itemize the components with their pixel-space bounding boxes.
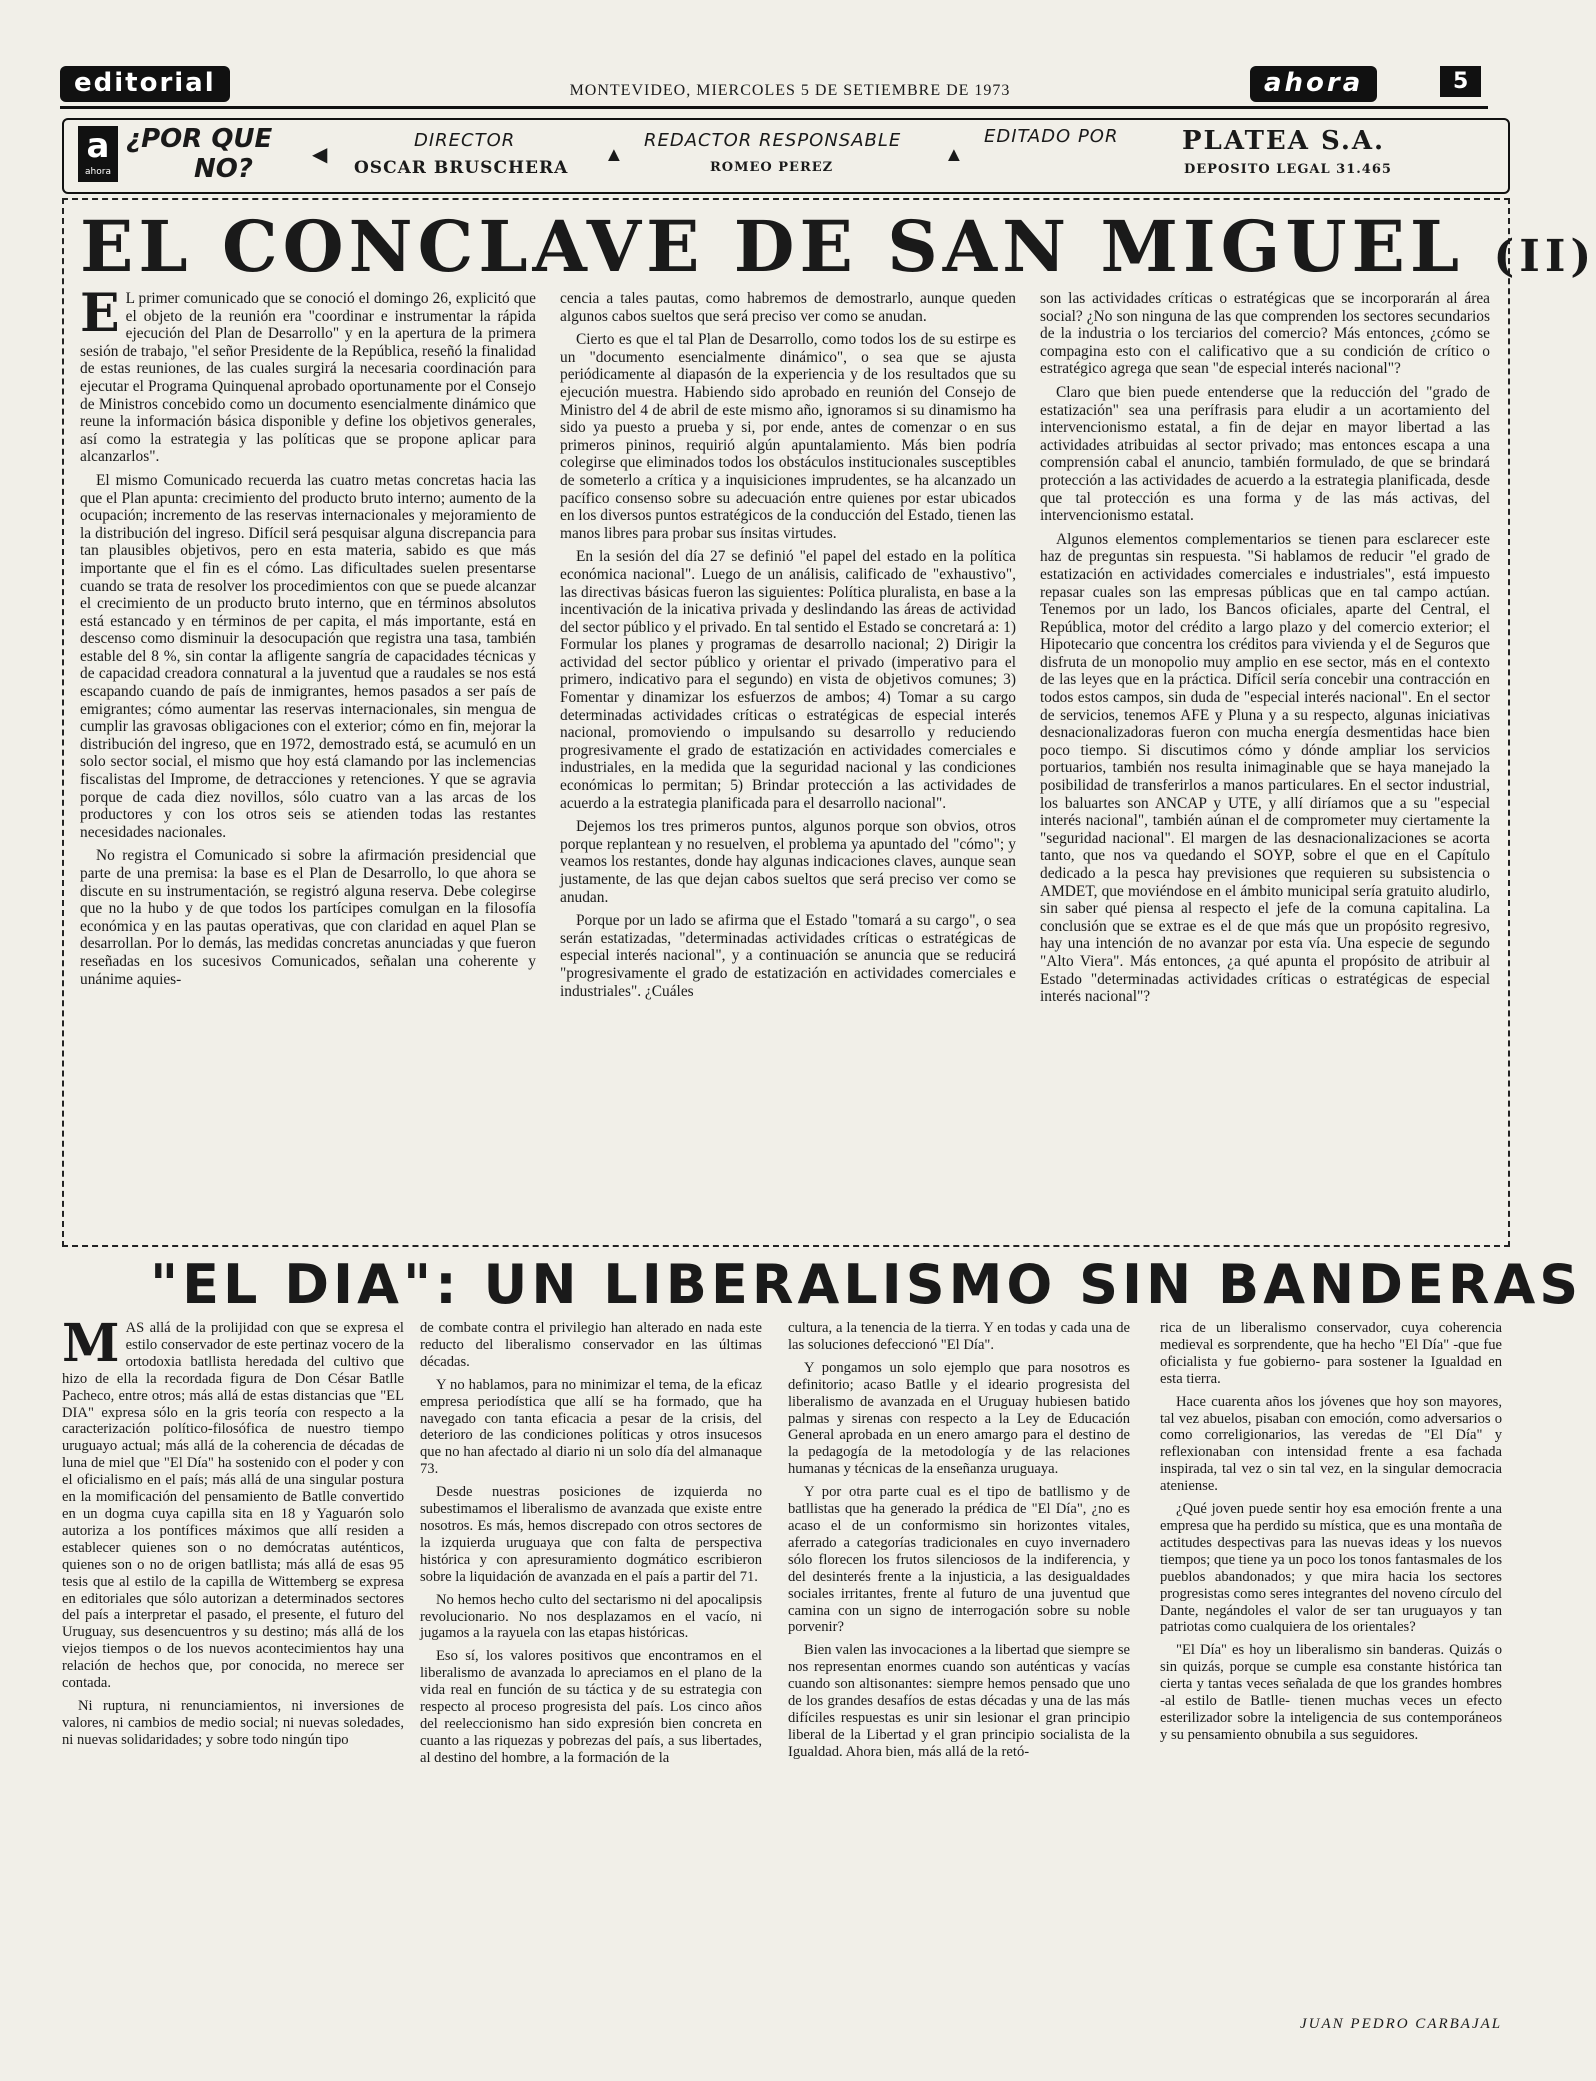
paragraph: Y por otra parte cual es el tipo de batllismo y de batllistas que ha generado la prédica de "El Día", ¿no es acaso el de un conformismo sin horizontes vitales, aferrado a categorías tradicionales en cuyo invernadero sólo florecen los frutos silenciosos de la indiferencia, y del desinterés frente a la injusticia, a las desigualdades sociales irritantes, frente al futuro de una juventud que camina con un signo de interrogación sobre su noble porvenir?	[788, 1484, 1130, 1636]
paragraph: L primer comunicado que se conoció el domingo 26, explicitó que el objeto de la reunión era "coordinar e instrumentar la rápida ejecución del Plan de Desarrollo" y en la apertura de la primera sesión de trabajo, "el señor Presidente de la República, reseñó la finalidad de estas reuniones, de las cuales surgirá la necesaria coordinación para ejecutar el Programa Quinquenal aprobado oportunamente por el Consejo de Ministros concebido como un documento esencialmente dinámico que reune la información básica disponible y define los objetivos generales, así como la estrategia y las políticas que se propone aplicar para alcanzarlos".	[80, 290, 536, 466]
paragraph: Desde nuestras posiciones de izquierda no subestimamos el liberalismo de avanzada que existe entre nosotros. Es más, hemos discrepado con otros sectores de la izquierda uruguaya que con falta de perspectiva histórica y con apresuramiento dogmático escribieron sobre la liquidación de avanzada en el país a partir del 71.	[420, 1484, 762, 1585]
logo-letter: a	[86, 126, 110, 166]
paragraph: Dejemos los tres primeros puntos, algunos porque son obvios, otros porque replantean y no resuelven, el problema ya apuntado del "cómo"; y veamos los restantes, donde hay algunas indicaciones claves, aunque sean justamente, de las que dejan cabos sueltos que será preciso ver como se anudan.	[560, 818, 1016, 906]
arrow-icon: ▲	[944, 144, 964, 166]
director-name: OSCAR BRUSCHERA	[354, 158, 569, 178]
paragraph: Hace cuarenta años los jóvenes que hoy son mayores, tal vez abuelos, pisaban con emoción, como adversarios o como correligionarios, las veredas de "El Día" y reflexionaban con intensidad frente a esa fachada inspirada, tal vez o sin tal vez, en la singular democracia ateniense.	[1160, 1393, 1502, 1495]
deposito-legal: DEPOSITO LEGAL 31.465	[1184, 162, 1392, 177]
paragraph: No registra el Comunicado si sobre la afirmación presidencial que parte de una premisa: la base es el Plan de Desarrollo, lo que ahora se discute en su instrumentación, se registró alguna reserva. Debe colegirse que no la hubo y de que todos los partícipes comulgan en la filosofía económica y en las pautas operativas, que con claridad en aquel Plan se desarrollan. Por lo demás, las medidas concretas anunciadas y que fueron reseñadas en los sucesivos Comunicados, señalan una coherente y unánime aquies-	[80, 847, 536, 988]
paragraph: AS allá de la prolijidad con que se expresa el estilo conservador de este pertinaz vocero de la ortodoxia batllista heredada del cultivo que hizo de ella la recordada figura de Don César Batlle Pacheco, entre otros; más allá de estas distancias que "EL DIA" expresa sólo en la gris teoría con respecto a la caracterización político-filosófica de nuestro tiempo uruguayo actual; más allá de la coherencia de décadas de luna de miel que "El Día" ha sostenido con el poder y con el oficialismo en el país; más allá de una singular postura en la momificación del pensamiento de Batlle convertido en un dogma cuya capilla sita en 18 y Yaguarón solo autoriza a los pontífices máximos que allí residen a establecer quienes son o no demócratas auténticos, quienes son o no de origen batllista; más allá de esas 95 tesis que al estilo de la capilla de Wittemberg se expresa en editoriales que sólo autorizan a determinados sectores del país a interpretar el pasado, el presente, el futuro del Uruguay, sus desencuentros y su destino; más allá de los viejos tiempos o de los nuevos acontecimientos hay una relación de hechos que, por conocida, no merece ser contada.	[62, 1320, 404, 1692]
paragraph: En la sesión del día 27 se definió "el papel del estado en la política económica nacional". Luego de un análisis, calificado de "exhaustivo", las directivas básicas fueron las siguientes: Política pluralista, en base a la incentivación de la inicativa privada y deslindando las áreas de actividad del sector público y el privado. En tal sentido el Estado se concretará a: 1) Formular los planes y programas de desarrollo nacional; 2) Dirigir la actividad del sector público y orientar el privado (imperativo para el primero, indicativo para el segundo) en vista de objetivos comunes; 3) Fomentar y dinamizar los esfuerzos de ambos; 4) Tomar a su cargo determinadas actividades críticas o estratégicas de especial interés nacional, promoviendo o impulsando su desarrollo y reduciendo progresivamente el grado de estatización en actividades comerciales e industriales, en la medida que la seguridad nacional y las condiciones económicas lo permitan; 5) Brindar protección a las actividades de acuerdo a la estrategia planificada para el desarrollo nacional".	[560, 548, 1017, 812]
article-2-signature: JUAN PEDRO CARBAJAL	[1300, 2016, 1503, 2032]
article-1-title-text: EL CONCLAVE DE SAN MIGUEL	[80, 205, 1465, 288]
paragraph: Claro que bien puede entenderse que la reducción del "grado de estatización" sea una perífrasis para eludir a un acortamiento del intervencionismo estatal, a fin de dejar en mayor libertad a las actividades atribuidas al sector privado; mas entonces escapa a una comprensión cabal el anuncio, también formulado, de que se brindará protección a las actividades de acuerdo a la estrategia planificada, desde que tal protección es una forma y de las más activas, del intervencionismo estatal.	[1040, 383, 1490, 525]
paragraph: Porque por un lado se afirma que el Estado "tomará a su cargo", o sea serán estatizadas, "determinadas actividades críticas o estratégicas de especial interés nacional", y a continuación se anuncia que se reducirá "progresivamente el grado de estatización en actividades comerciales e industriales". ¿Cuáles	[560, 912, 1016, 1000]
editado-label: EDITADO POR	[984, 126, 1119, 147]
paragraph: No hemos hecho culto del sectarismo ni del apocalipsis revolucionario. No nos desplazamos en el vacío, ni jugamos a la rayuela con las etapas históricas.	[420, 1591, 762, 1642]
paragraph: Algunos elementos complementarios se tienen para esclarecer este haz de preguntas sin respuesta. "Si hablamos de reducir "el grado de estatización en actividades comerciales e industriales", está impuesto repasar cuales son las empresas públicas que en tal campo actúan. Tenemos por un lado, los Bancos oficiales, aparte del Central, el República, motor del crédito a largo plazo y del comercio exterior; el Hipotecario que concentra los créditos para vivienda y el de Seguros que disfruta de un monopolio muy amplio en ese sector, más en el contexto de las leyes que en la práctica. Difícil sería concebir una contracción en todos estos campos, sin duda de "especial interés nacional". En el sector de servicios, tenemos AFE y Pluna y a su respecto, algunas iniciativas desnacionalizadoras fueron con mucha energía desmentidas hace bien poco tiempo. Si discutimos cómo y dónde ampliar los servicios portuarios, también nos resulta inimaginable que se haya manejado la posibilidad de transferirlos a manos particulares. En el sector industrial, los baluartes son ANCAP y UTE, y allí diríamos que a su "especial interés nacional", también aúnan el de comprometer muy ciertamente la "seguridad nacional". El margen de las desnacionalizaciones se acorta tanto, que nos va quedando el SOYP, sobre el que en el Capítulo dedicado a la pesca hay previsiones que requieren su subsistencia o AMDET, que moviéndose en el ámbito municipal sería gratuito aludirlo, sin saber qué piensa al respecto el jefe de la comuna capitalina. La conclusión que se extrae es el de que más que un propósito regresivo, hay una intención de no avanzar por esta vía. Una especie de segundo "Alto Viera". Más entonces, ¿a qué apunta el propósito de atribuir al Estado "determinadas actividades críticas o estratégicas de especial interés nacional"?	[1040, 530, 1490, 1006]
paragraph: rica de un liberalismo conservador, cuya coherencia medieval es sorprendente, que ha hecho "El Día" -que fue oficialista y fue gobierno- para sostener la Igualdad en esta tierra.	[1160, 1320, 1502, 1387]
article-1-column-1	[80, 283, 536, 1238]
page-number: 5	[1440, 66, 1481, 97]
article-2-column-3	[788, 1320, 1130, 2030]
article-1-column-3	[1040, 290, 1490, 1238]
paragraph: cencia a tales pautas, como habremos de demostrarlo, aunque queden algunos cabos sueltos que será preciso ver como se anudan.	[560, 290, 1016, 325]
masthead-rule	[60, 106, 1488, 109]
paragraph: son las actividades críticas o estratégicas que se incorporarán al área social? ¿No son ninguna de las que comprenden los sectores secundarios de la industria o los terciarios del comercio? Más entonces, ¿cómo se compagina esto con el calificativo que a su condición de crítico o estratégico agrega que sean "de especial interés nacional"?	[1040, 290, 1490, 378]
ahora-logo	[78, 126, 118, 182]
paragraph: Ni ruptura, ni renunciamientos, ni inversiones de valores, ni cambios de medio social; ni nuevas soledades, ni nuevas solidaridades; y sobre todo ningún tipo	[62, 1697, 404, 1748]
paragraph: Bien valen las invocaciones a la libertad que siempre se nos representan enormes cuando son auténticas y vacías cuando son altisonantes: siempre hemos pensado que uno de los grandes desafíos de estas décadas y una de las más difíciles respuestas es unir sin lesionar el gran principio liberal de la Libertad y el gran principio socialista de la Igualdad. Ahora bien, más allá de la retó-	[788, 1642, 1130, 1760]
editor-name: PLATEA S.A.	[1182, 126, 1386, 156]
paragraph: cultura, a la tenencia de la tierra. Y en todas y cada una de las soluciones defeccionó "El Día".	[788, 1320, 1130, 1353]
article-2-column-2	[420, 1320, 762, 2030]
paragraph: Eso sí, los valores positivos que encontramos en el liberalismo de avanzada lo apreciamos en el plano de la vida real en función de su táctica y de su estrategia con respecto al proceso progresista del país. Los cinco años del reeleccionismo han sido expresión bien concreta en cuanto a las riquezas y pobrezas del país, a sus libertades, al destino del hombre, a la formación de la	[420, 1648, 762, 1766]
article-1-title	[80, 205, 1596, 288]
article-2-title: "EL DIA": UN LIBERALISMO SIN BANDERAS	[150, 1253, 1583, 1316]
paragraph: Y pongamos un solo ejemplo que para nosotros es definitorio; acaso Batlle y el ideario progresista del liberalismo de avanzada en el Uruguay hubiesen batido palmas y sirenas con respecto a la Ley de Educación General aprobada en un enero amargo para el destino de la pedagogía de la metodología y de las relaciones humanas y técnicas de la enseñanza uruguaya.	[788, 1359, 1130, 1478]
slogan-line-2: NO?	[194, 154, 253, 184]
arrow-icon: ▲	[604, 144, 624, 166]
article-1-dropcap: E	[80, 283, 120, 344]
slogan-line-1: ¿POR QUE	[126, 124, 273, 154]
paragraph: de combate contra el privilegio han alterado en nada este reducto del liberalismo conservador en las últimas décadas.	[420, 1320, 762, 1370]
redactor-label: REDACTOR RESPONSABLE	[644, 130, 902, 151]
article-2-column-4	[1160, 1320, 1502, 2000]
article-2-dropcap: M	[62, 1313, 120, 1374]
logo-word: ahora	[85, 167, 111, 177]
arrow-icon: ◀	[312, 144, 328, 166]
section-tag: editorial	[60, 66, 230, 102]
paragraph: "El Día" es hoy un liberalismo sin banderas. Quizás o sin quizás, porque se cumple esa constante histórica tan cierta y tantas veces señalada de que los grandes hombres -al estilo de Batlle- tienen muchas veces un efecto esterilizador sobre la inteligencia de sus contemporáneos y su pensamiento obnubila a sus seguidores.	[1160, 1642, 1502, 1743]
paper-name: ahora	[1250, 66, 1377, 102]
article-1-title-part: (II)	[1493, 231, 1596, 282]
article-2-column-1	[62, 1313, 404, 2030]
paragraph: Cierto es que el tal Plan de Desarrollo, como todos los de su estirpe es un "documento esencialmente dinámico", o sea que se ajusta periódicamente al diapasón de la experiencia y de los resultados que su ejecución muestra. Habiendo sido aprobado en reunión del Consejo de Ministro del 4 de abril de este mismo año, ignoramos si su dinamismo ha sido ya puesto a prueba y si, por ende, antes de comenzar o en sus primeros pininos, requirió algún apuntalamiento. Más bien podría colegirse que eliminados todos los obstáculos institucionales susceptibles de someterlo a crítica y a inquisiciones imprudentes, se ha alcanzado un pacífico consenso sobre su adecuación entre quienes por estar ubicados en los diversos puntos estratégicos de la conducción del Estado, tienen las manos libres para probar sus ínsitas virtudes.	[560, 331, 1016, 542]
paragraph: El mismo Comunicado recuerda las cuatro metas concretas hacia las que el Plan apunta: crecimiento del producto bruto interno; aumento de la ocupación; incremento de las reservas internacionales y mejoramiento de la distribución del ingreso. Difícil será pesquisar alguna discrepancia para tan plausibles objetivos, pero en esta materia, sabido es que más importante que el fin es el cómo. Las dificultades suelen presentarse cuando se trata de resolver los procedimientos con que se puede alcanzar el crecimiento de un producto bruto interno, que en términos absolutos está estancado y en términos de per capita, el más importante, está en descenso como disminuir la desocupación que registra una tasa, también estable del 8 %, sin contar la afligente sangría de capacidades técnicas y de capacidad creadora connatural a la juventud que a raudales se nos está escapando cuando de país de inmigrantes, hemos pasados a ser país de emigrantes; cómo aumentar las reservas internacionales, sin mengua de cumplir las gravosas obligaciones con el exterior; cómo en fin, mejorar la distribución del ingreso, que en 1972, demostrado está, se acumuló en un solo sector social, el mismo que hoy está clamando por las inclemencias fiscalistas del Improme, de detracciones y retenciones. Y que se agravia porque de cada diez novillos, sólo cuatro van a las arcas de los productores y con los otros seis se atienden todas las restantes necesidades nacionales.	[80, 471, 536, 841]
director-label: DIRECTOR	[414, 130, 516, 151]
info-bar	[62, 118, 1510, 194]
paragraph: ¿Qué joven puede sentir hoy esa emoción frente a una empresa que ha perdido su mística, que es una montaña de actitudes despectivas para las nuevas ideas y los nuevos tiempos; que tiene ya un poco los tonos fantasmales de los pueblos abandonados; y que mira hacia los sectores progresistas como seres integrantes del noveno círculo del Dante, negándoles el valor de ser tan uruguayos y tan patriotas como cualquiera de los orientales?	[1160, 1501, 1502, 1636]
paragraph: Y no hablamos, para no minimizar el tema, de la eficaz empresa periodística que allí se ha formado, que ha navegado con tanta eficacia a pesar de la crisis, del deterioro de las condiciones políticas y otros insucesos que no han afectado al diario ni un solo día del almanaque 73.	[420, 1376, 762, 1478]
redactor-name: ROMEO PEREZ	[710, 160, 834, 175]
article-1-column-2	[560, 290, 1016, 1238]
dateline: MONTEVIDEO, MIERCOLES 5 DE SETIEMBRE DE 1973	[569, 82, 1011, 99]
slogan	[126, 124, 272, 184]
